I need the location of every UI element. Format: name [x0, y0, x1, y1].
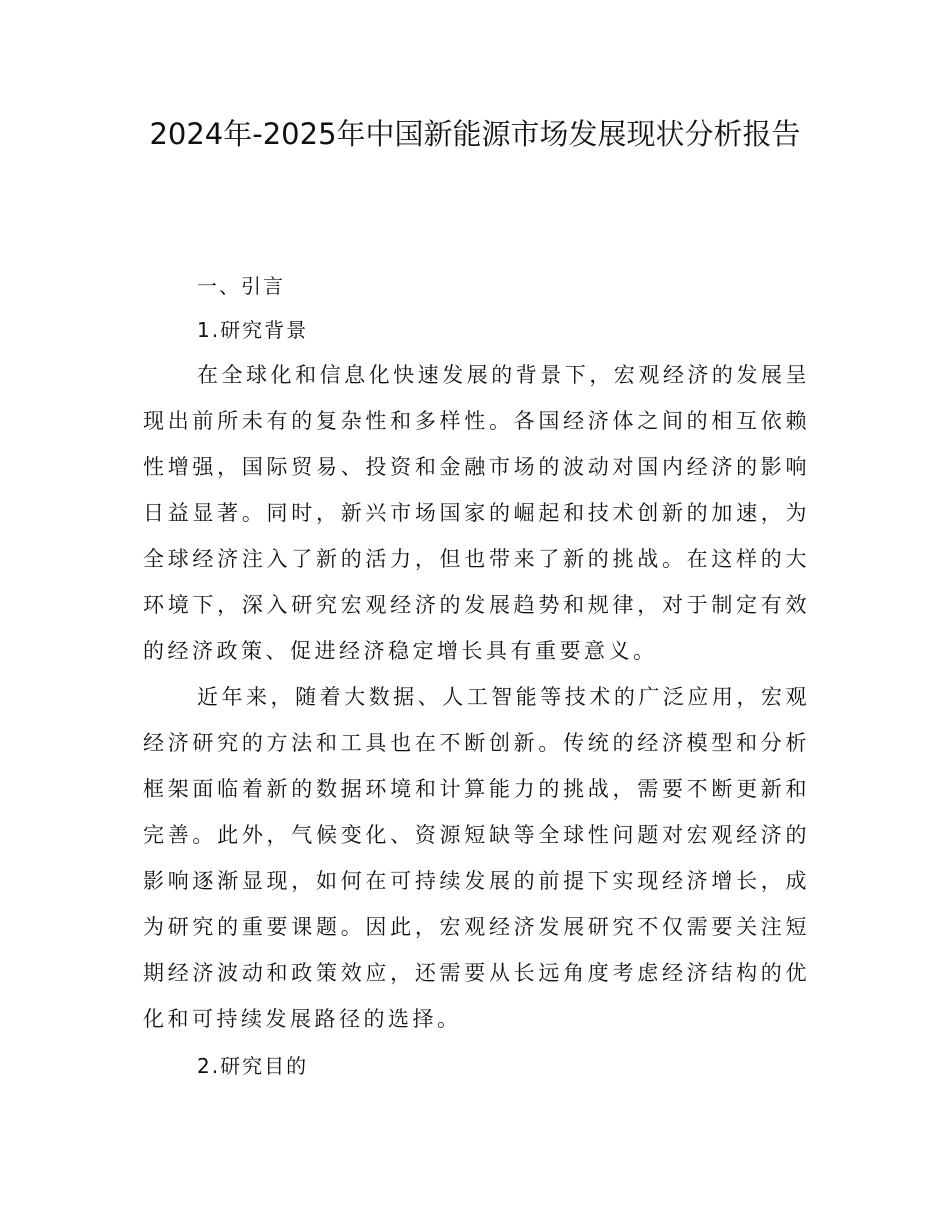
subsection-heading-background: 1.研究背景 — [197, 318, 309, 342]
document-body — [143, 264, 810, 1088]
paragraph-2: 近年来，随着大数据、人工智能等技术的广泛应用，宏观经济研究的方法和工具也在不断创新。传统的经济模型和分析框架面临着新的数据环境和计算能力的挑战，需要不断更新和完善。此外，气候变化、资源短缺等全球性问题对宏观经济的影响逐渐显现，如何在可持续发展的前提下实现经济增长，成为研究的重要课题。因此，宏观经济发展研究不仅需要关注短期经济波动和政策效应，还需要从长远角度考虑经济结构的优化和可持续发展路径的选择。 — [143, 685, 810, 1031]
section-heading-introduction: 一、引言 — [197, 274, 285, 298]
document-title: 2024年-2025年中国新能源市场发展现状分析报告 — [149, 117, 801, 151]
paragraph-1: 在全球化和信息化快速发展的背景下，宏观经济的发展呈现出前所未有的复杂性和多样性。各国经济体之间的相互依赖性增强，国际贸易、投资和金融市场的波动对国内经济的影响日益显著。同时，新兴市场国家的崛起和技术创新的加速，为全球经济注入了新的活力，但也带来了新的挑战。在这样的大环境下，深入研究宏观经济的发展趋势和规律，对于制定有效的经济政策、促进经济稳定增长具有重要意义。 — [143, 363, 810, 663]
subsection-heading-purpose: 2.研究目的 — [197, 1054, 309, 1078]
